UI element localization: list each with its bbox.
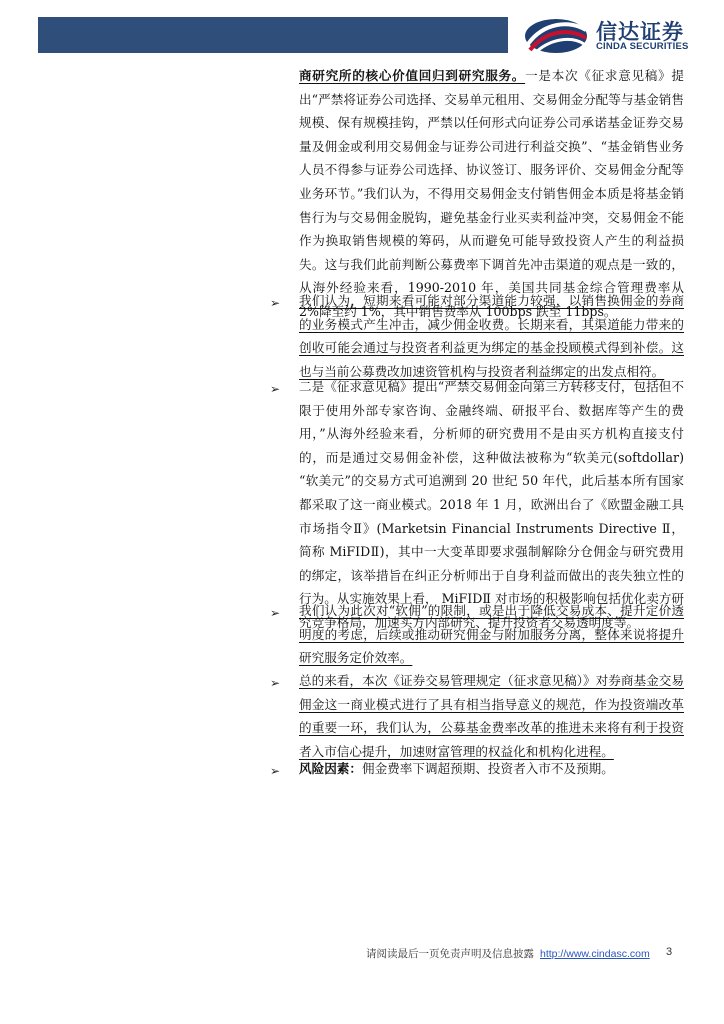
paragraph-1-lead: 商研究所的核心价值回归到研究服务。 xyxy=(299,68,526,83)
header-bar xyxy=(38,17,508,53)
paragraph-3: 二是《征求意见稿》提出“严禁交易佣金向第三方转移支付，包括但不限于使用外部专家咨询、金融终端、研报平台、数据库等产生的费用，”从海外经验来看，分析师的研究费用不是由买方机构直接支付的，而是通过交易佣金补偿，这种做法被称为“软美元(softdollar) “软美元”的交易方式可追溯到 20 世纪 50 年代，此后基本所有国家都采取了这一商业模式。2018 年 1 月，欧洲出台了《欧盟金融工具市场指令Ⅱ》(Marketsin Financial Instruments Directive Ⅱ，简称 MiFIDⅡ)，其中一大变革即要求强制解除分仓佣金与研究费用的绑定，该举措旨在纠正分析师出于自身利益而做出的丧失独立性的行为。从实施效果上看， MiFIDⅡ 对市场的积极影响包括优化卖方研究竞争格局，加速买方内部研究、提升投资者交易透明度等。 xyxy=(299,379,684,630)
bullet-icon: ➢ xyxy=(270,606,281,620)
logo-text-cn: 信达证券 xyxy=(596,20,684,44)
cinda-logo-icon xyxy=(520,14,592,58)
bullet-icon: ➢ xyxy=(270,382,281,396)
paragraph-6 xyxy=(299,757,684,781)
footer-disclaimer xyxy=(366,946,650,961)
paragraph-2: 我们认为，短期来看可能对部分渠道能力较强，以销售换佣金的券商的业务模式产生冲击，减少佣金收费。长期来看，其渠道能力带来的创收可能会通过与投资者利益更为绑定的基金投顾模式得到补偿。这也与当前公募费改加速资管机构与投资者利益绑定的出发点相符。 xyxy=(299,293,684,379)
page-number: 3 xyxy=(666,946,673,958)
logo-text-en: CINDA SECURITIES xyxy=(596,41,689,52)
bullet-icon: ➢ xyxy=(270,296,281,310)
paragraph-1-text: 一是本次《征求意见稿》提出“严禁将证券公司选择、交易单元租用、交易佣金分配等与基金销售规模、保有规模挂钩，严禁以任何形式向证券公司承诺基金证券交易量及佣金或利用交易佣金与证券公司进行利益交换”、“基金销售业务人员不得参与证券公司选择、协议签订、服务评价、交易佣金分配等业务环节。”我们认为，不得用交易佣金支付销售佣金本质是将基金销售行为与交易佣金脱钩，避免基金行业买卖利益冲突，交易佣金不能作为换取销售规模的筹码，从而避免可能导致投资人产生的利益损失。这与我们此前判断公募费率下调首先冲击渠道的观点是一致的，从海外经验来看，1990-2010 年，美国共同基金综合管理费率从 2%降至约 1%，其中销售费率从 100bps 跌至 11bps。 xyxy=(299,68,685,319)
website-link[interactable]: http://www.cindasc.com xyxy=(540,948,650,960)
paragraph-4: 我们认为此次对“软佣”的限制，或是出于降低交易成本、提升定价透明度的考虑，后续或推动研究佣金与附加服务分离，整体来说将提升研究服务定价效率。 xyxy=(299,603,684,666)
bullet-icon: ➢ xyxy=(270,764,281,778)
risk-factors-label: 风险因素： xyxy=(299,761,362,776)
disclaimer-text: 请阅读最后一页免责声明及信息披露 xyxy=(366,948,534,960)
paragraph-5: 总的来看，本次《证券交易管理规定（征求意见稿）》对券商基金交易佣金这一商业模式进行了具有相当指导意义的规范，作为投资端改革的重要一环，我们认为，公募基金费率改革的推进未来将有利于投资者入市信心提升，加速财富管理的权益化和机构化进程。 xyxy=(299,673,684,759)
bullet-icon: ➢ xyxy=(270,676,281,690)
cinda-logo[interactable] xyxy=(520,14,710,58)
paragraph-1 xyxy=(299,64,684,324)
risk-factors-text: 佣金费率下调超预期、投资者入市不及预期。 xyxy=(361,761,614,776)
